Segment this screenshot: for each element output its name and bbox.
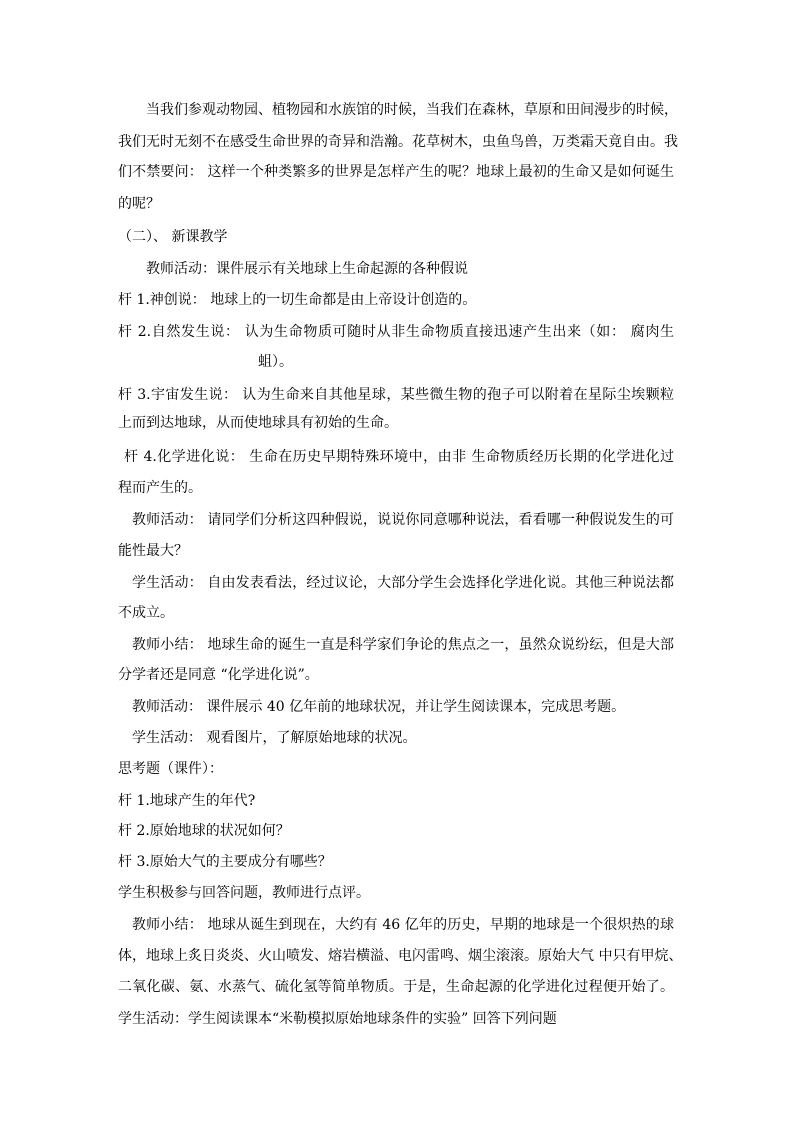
hypothesis-4-line-2: 程而产生的。 bbox=[118, 480, 202, 496]
student-participation: 学生积极参与回答问题，教师进行点评。 bbox=[118, 885, 370, 901]
hypothesis-1: 杆 1.神创说： 地球上的一切生命都是由上帝设计创造的。 bbox=[118, 292, 477, 308]
teacher-summary-1-line-1: 教师小结： 地球生命的诞生一直是科学家们争论的焦点之一，虽然众说纷纭，但是大部 bbox=[132, 637, 674, 653]
student-activity-2: 学生活动： 观看图片，了解原始地球的状况。 bbox=[132, 730, 417, 746]
teacher-summary-2-line-1: 教师小结： 地球从诞生到现在，大约有 46 亿年的历史，早期的地球是一个很炽热的球 bbox=[132, 917, 674, 933]
section-heading: （二）、 新课教学 bbox=[118, 229, 228, 245]
teacher-activity-1: 教师活动：课件展示有关地球上生命起源的各种假说 bbox=[146, 261, 468, 277]
question-1: 杆 1.地球产生的年代? bbox=[118, 793, 256, 809]
teacher-summary-2-line-3: 二氧化碳、氨、水蒸气、硫化氢等简单物质。于是，生命起源的化学进化过程便开始了。 bbox=[118, 979, 674, 995]
hypothesis-2-line-2: 蛆）。 bbox=[258, 354, 293, 370]
question-2: 杆 2.原始地球的状况如何？ bbox=[118, 823, 290, 839]
question-3: 杆 3.原始大气的主要成分有哪些？ bbox=[118, 854, 332, 870]
paragraph-intro-line-4: 的呢？ bbox=[118, 196, 160, 212]
student-activity-3: 学生活动：学生阅读课本“米勒模拟原始地球条件的实验” 回答下列问题 bbox=[118, 1011, 557, 1027]
hypothesis-3-line-2: 上而到达地球，从而使地球具有初始的生命。 bbox=[118, 415, 398, 431]
questions-heading: 思考题（课件）： bbox=[118, 761, 223, 777]
teacher-summary-2-line-2: 体，地球上炙日炎炎、火山喷发、熔岩横溢、电闪雷鸣、烟尘滚滚。原始大气 中只有甲烷、 bbox=[118, 948, 683, 964]
teacher-activity-3: 教师活动： 课件展示 40 亿年前的地球状况，并让学生阅读课本，完成思考题。 bbox=[132, 699, 626, 715]
paragraph-intro-line-2: 我们无时无刻不在感受生命世界的奇异和浩瀚。花草树木，虫鱼鸟兽，万类霜天竟自由。我 bbox=[118, 134, 678, 150]
paragraph-intro-line-1: 当我们参观动物园、植物园和水族馆的时候，当我们在森林，草原和田间漫步的时候， bbox=[146, 102, 678, 118]
paragraph-intro-line-3: 们不禁要问： 这样一个种类繁多的世界是怎样产生的呢？地球上最初的生命又是如何诞生 bbox=[118, 164, 674, 180]
teacher-activity-2-line-1: 教师活动： 请同学们分析这四种假说，说说你同意哪种说法，看看哪一种假说发生的可 bbox=[132, 512, 674, 528]
hypothesis-4-line-1: 杆 4.化学进化说： 生命在历史早期特殊环境中，由非 生命物质经历长期的化学进化过 bbox=[124, 449, 674, 465]
hypothesis-2-line-1: 杆 2.自然发生说： 认为生命物质可随时从非生命物质直接迅速产生出来（如： 腐肉生 bbox=[118, 324, 674, 340]
student-activity-1-line-1: 学生活动： 自由发表看法，经过议论，大部分学生会选择化学进化说。其他三种说法都 bbox=[132, 575, 674, 591]
teacher-activity-2-line-2: 能性最大？ bbox=[118, 543, 188, 559]
hypothesis-3-line-1: 杆 3.宇宙发生说： 认为生命来自其他星球，某些微生物的孢子可以附着在星际尘埃颗粒 bbox=[118, 387, 674, 403]
teacher-summary-1-line-2: 分学者还是同意 “化学进化说”。 bbox=[118, 667, 319, 683]
student-activity-1-line-2: 不成立。 bbox=[118, 605, 174, 621]
